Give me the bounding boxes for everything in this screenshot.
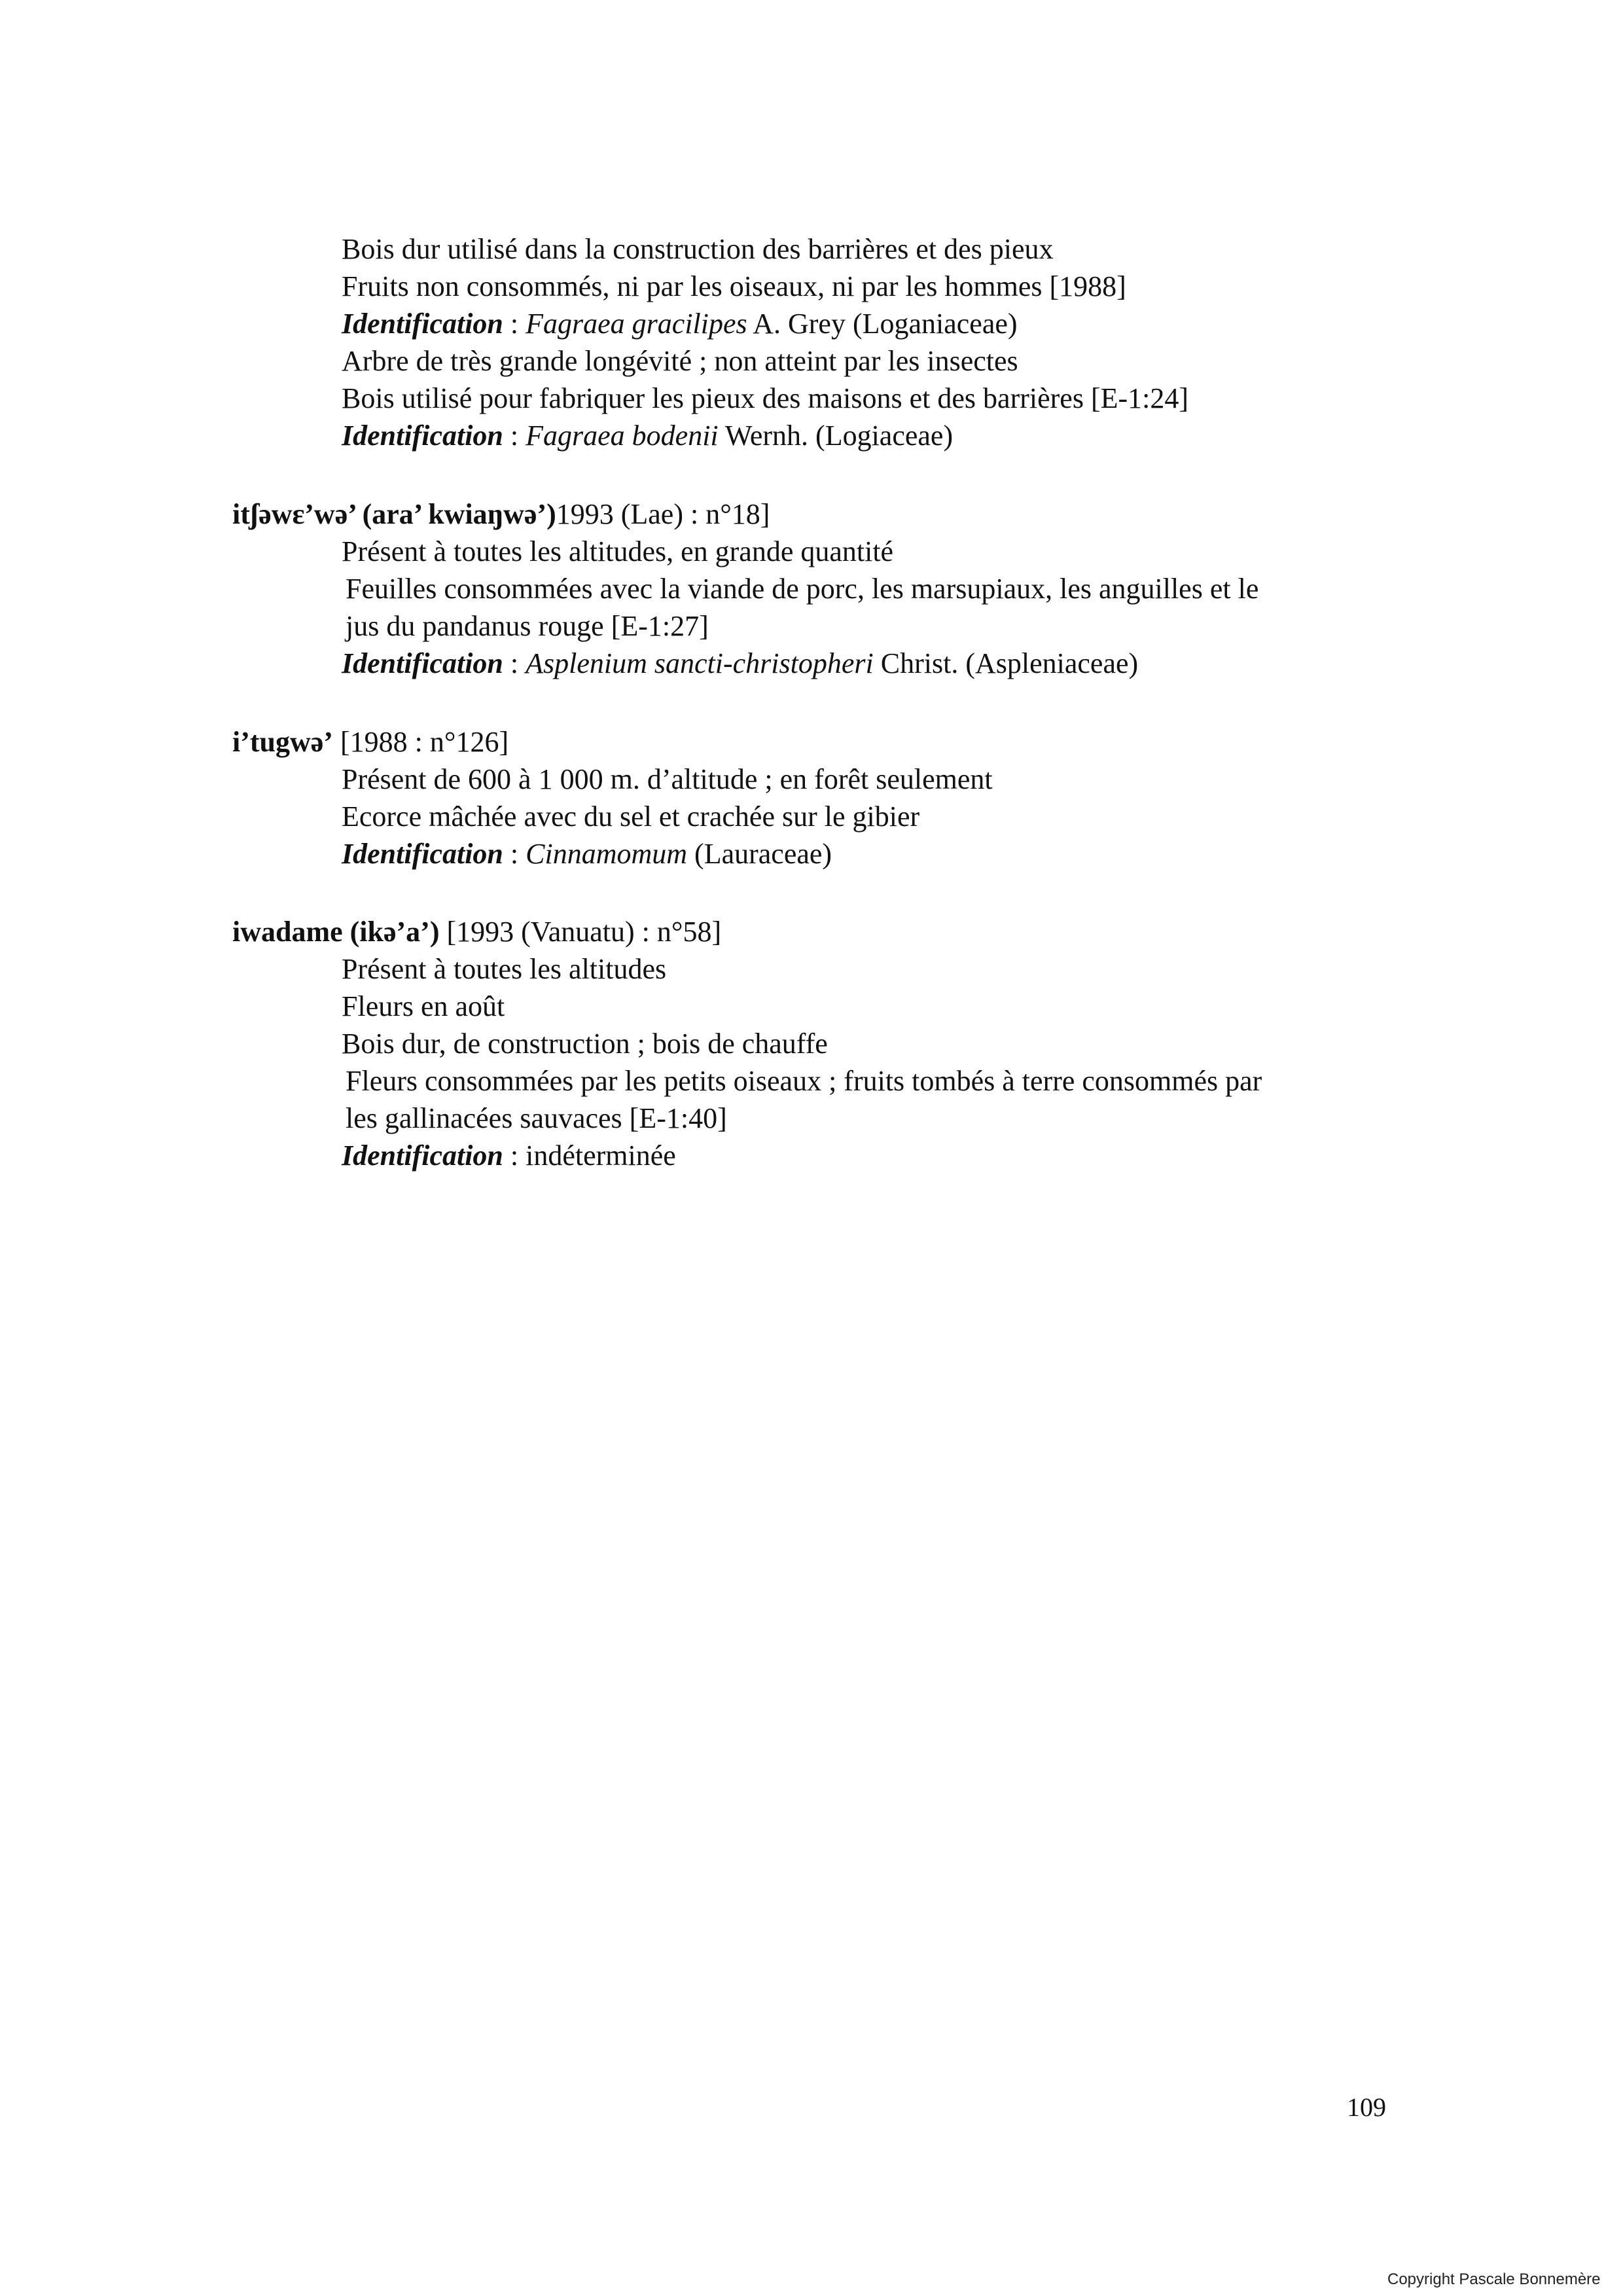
species-authority: A. Grey (Loganiaceae) <box>747 308 1018 340</box>
identification-label: Identification <box>342 420 503 452</box>
separator: : <box>503 838 526 870</box>
top-line-2: Fruits non consommés, ni par les oiseaux, ni par les hommes [1988] <box>342 270 1126 302</box>
entry-reference: [1993 (Vanuatu) : n°58] <box>439 916 722 948</box>
entry1-line-1: Présent à toutes les altitudes, en grande quantité <box>342 535 894 567</box>
species-name: Fagraea bodenii <box>526 420 719 452</box>
species-authority: (Lauraceae) <box>687 838 832 870</box>
entry3-identification <box>342 1138 676 1174</box>
entry-term: iwadame (ikə’a’) <box>232 916 440 948</box>
top-line-1: Bois dur utilisé dans la construction des barrières et des pieux <box>342 233 1054 265</box>
identification-label: Identification <box>342 838 503 870</box>
entry3-line-2: Fleurs en août <box>342 990 505 1022</box>
entry-reference: [1988 : n°126] <box>332 726 509 758</box>
species-name: Asplenium sancti-christopheri <box>526 647 874 679</box>
identification-label: Identification <box>342 308 503 340</box>
species-name: Fagraea gracilipes <box>526 308 747 340</box>
separator: : <box>503 308 526 340</box>
entry-term: itʃəwɛ’wə’ (ara’ kwiaŋwə’) <box>232 498 556 530</box>
copyright-notice: Copyright Pascale Bonnemère <box>1387 2270 1601 2288</box>
top-identification-1 <box>342 306 1018 342</box>
top-line-5: Bois utilisé pour fabriquer les pieux des maisons et des barrières [E-1:24] <box>342 382 1189 414</box>
entry-reference: 1993 (Lae) : n°18] <box>556 498 770 530</box>
identification-label: Identification <box>342 1139 503 1172</box>
separator: : <box>503 1139 526 1172</box>
entry1-line-2: Feuilles consommées avec la viande de porc, les marsupiaux, les anguilles et le <box>346 573 1259 605</box>
entry2-line-1: Présent de 600 à 1 000 m. d’altitude ; en forêt seulement <box>342 763 993 795</box>
entry2-identification <box>342 836 832 872</box>
entry2-line-2: Ecorce mâchée avec du sel et crachée sur le gibier <box>342 800 920 833</box>
page-number: 109 <box>1347 2092 1386 2122</box>
identification-label: Identification <box>342 647 503 679</box>
top-identification-2 <box>342 418 953 454</box>
species-name: Cinnamomum <box>526 838 688 870</box>
separator: : <box>503 420 526 452</box>
entry3-line-5: les gallinacées sauvaces [E-1:40] <box>346 1102 727 1134</box>
entry-iwadame-heading <box>232 914 721 950</box>
species-authority: Christ. (Aspleniaceae) <box>873 647 1139 679</box>
entry3-line-3: Bois dur, de construction ; bois de chauffe <box>342 1028 828 1060</box>
separator: : <box>503 647 526 679</box>
entry1-line-3: jus du pandanus rouge [E-1:27] <box>346 610 709 642</box>
entry1-identification <box>342 645 1138 682</box>
entry3-line-1: Présent à toutes les altitudes <box>342 953 667 985</box>
entry-itʃəwɛwə-heading <box>232 496 770 533</box>
species-authority: Wernh. (Logiaceae) <box>718 420 954 452</box>
top-line-4: Arbre de très grande longévité ; non atteint par les insectes <box>342 345 1018 377</box>
identification-value: indéterminée <box>526 1139 676 1172</box>
entry-term: i’tugwə’ <box>232 726 333 758</box>
entry3-line-4: Fleurs consommées par les petits oiseaux ; fruits tombés à terre consommés par <box>346 1065 1262 1097</box>
entry-itugwe-heading <box>232 724 508 761</box>
